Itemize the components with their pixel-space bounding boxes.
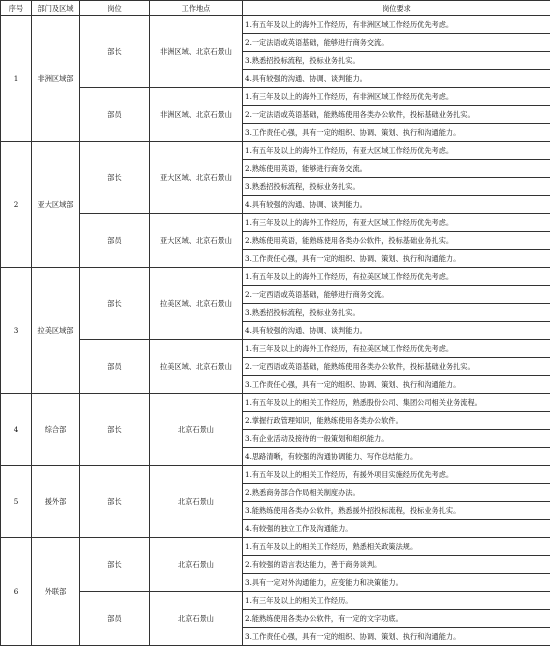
requirement-text: 2.一定法语或英语基础，能够进行商务交流。	[243, 34, 550, 52]
requirement-text: 4.具有较强的沟通、协调、谈判能力。	[243, 322, 550, 340]
requirement-text: 2.熟练使用英语，能熟练使用各类办公软件，投标基础业务扎实。	[243, 232, 550, 250]
work-location: 北京石景山	[150, 538, 243, 592]
table-body	[1, 16, 550, 646]
work-location: 亚大区域、北京石景山	[150, 214, 243, 268]
position-title: 部长	[80, 142, 150, 214]
requirement-text: 4.具有较强的沟通、协调、谈判能力。	[243, 196, 550, 214]
header-department: 部门及区域	[32, 1, 80, 16]
work-location: 北京石景山	[150, 592, 243, 646]
table-row	[1, 88, 550, 106]
requirement-text: 3.有企业活动及接待的一般策划和组织能力。	[243, 430, 550, 448]
requirement-text: 1.有三年及以上的海外工作经历，有非洲区域工作经历优先考虑。	[243, 88, 550, 106]
requirement-text: 3.能熟练使用各类办公软件，熟悉援外招投标流程，投标业务扎实。	[243, 502, 550, 520]
requirement-text: 1.有三年及以上的海外工作经历，有拉美区域工作经历优先考虑。	[243, 340, 550, 358]
requirement-text: 2.掌握行政管理知识，能熟练使用各类办公软件。	[243, 412, 550, 430]
work-location: 非洲区域、北京石景山	[150, 88, 243, 142]
header-position: 岗位	[80, 1, 150, 16]
dept-name: 综合部	[32, 394, 80, 466]
requirement-text: 4.有较强的独立工作及沟通能力。	[243, 520, 550, 538]
requirement-text: 2.一定西语或英语基础，能熟练使用各类办公软件，投标基础业务扎实。	[243, 358, 550, 376]
requirement-text: 4.思路清晰，有较强的沟通协调能力、写作总结能力。	[243, 448, 550, 466]
position-title: 部长	[80, 466, 150, 538]
work-location: 北京石景山	[150, 466, 243, 538]
table-row	[1, 214, 550, 232]
requirement-text: 2.一定法语或英语基础，能熟练使用各类办公软件，投标基础业务扎实。	[243, 106, 550, 124]
requirement-text: 2.一定西语或英语基础，能够进行商务交流。	[243, 286, 550, 304]
requirement-text: 3.工作责任心强，具有一定的组织、协调、策划、执行和沟通能力。	[243, 628, 550, 646]
table-row	[1, 16, 550, 34]
requirement-text: 3.熟悉招投标流程，投标业务扎实。	[243, 178, 550, 196]
requirement-text: 3.工作责任心强，具有一定的组织、协调、策划、执行和沟通能力。	[243, 250, 550, 268]
position-title: 部长	[80, 394, 150, 466]
position-title: 部长	[80, 538, 150, 592]
dept-name: 援外部	[32, 466, 80, 538]
table-row	[1, 394, 550, 412]
dept-number: 6	[1, 538, 32, 646]
requirement-text: 1.有五年及以上的海外工作经历，有拉美区域工作经历优先考虑。	[243, 268, 550, 286]
table-row	[1, 340, 550, 358]
dept-name: 亚大区域部	[32, 142, 80, 268]
requirement-text: 1.有三年及以上的海外工作经历，有亚大区域工作经历优先考虑。	[243, 214, 550, 232]
position-title: 部长	[80, 268, 150, 340]
dept-number: 4	[1, 394, 32, 466]
work-location: 亚大区域、北京石景山	[150, 142, 243, 214]
dept-name: 外联部	[32, 538, 80, 646]
dept-number: 1	[1, 16, 32, 142]
position-title: 部员	[80, 88, 150, 142]
position-title: 部员	[80, 340, 150, 394]
requirement-text: 2.熟练使用英语，能够进行商务交流。	[243, 160, 550, 178]
requirement-text: 1.有三年及以上的相关工作经历。	[243, 592, 550, 610]
work-location: 拉美区域、北京石景山	[150, 268, 243, 340]
requirement-text: 3.熟悉招投标流程，投标业务扎实。	[243, 52, 550, 70]
table-row	[1, 538, 550, 556]
dept-number: 2	[1, 142, 32, 268]
requirement-text: 1.有五年及以上的相关工作经历，熟悉股份公司、集团公司相关业务流程。	[243, 394, 550, 412]
dept-number: 5	[1, 466, 32, 538]
dept-name: 非洲区域部	[32, 16, 80, 142]
work-location: 北京石景山	[150, 394, 243, 466]
dept-number: 3	[1, 268, 32, 394]
requirement-text: 3.熟悉招投标流程，投标业务扎实。	[243, 304, 550, 322]
table-row	[1, 592, 550, 610]
work-location: 拉美区域、北京石景山	[150, 340, 243, 394]
table-row	[1, 142, 550, 160]
table-row	[1, 466, 550, 484]
dept-name: 拉美区域部	[32, 268, 80, 394]
position-title: 部员	[80, 214, 150, 268]
requirement-text: 3.工作责任心强，具有一定的组织、协调、策划、执行和沟通能力。	[243, 124, 550, 142]
requirement-text: 3.工作责任心强，具有一定的组织、协调、策划、执行和沟通能力。	[243, 376, 550, 394]
requirement-text: 4.具有较强的沟通、协调、谈判能力。	[243, 70, 550, 88]
requirement-text: 1.有五年及以上的相关工作经历，熟悉相关政策法规。	[243, 538, 550, 556]
header-location: 工作地点	[150, 1, 243, 16]
position-title: 部长	[80, 16, 150, 88]
requirement-text: 3.具有一定对外沟通能力，应变能力和决策能力。	[243, 574, 550, 592]
header-row	[1, 1, 550, 16]
requirement-text: 2.有较强的语言表达能力，善于商务谈判。	[243, 556, 550, 574]
requirement-text: 1.有五年及以上的海外工作经历，有非洲区域工作经历优先考虑。	[243, 16, 550, 34]
requirement-text: 2.熟悉商务部合作局相关制度办法。	[243, 484, 550, 502]
position-title: 部员	[80, 592, 150, 646]
requirement-text: 2.能熟练使用各类办公软件，有一定的文字功底。	[243, 610, 550, 628]
requirement-text: 1.有五年及以上的相关工作经历，有援外项目实施经历优先考虑。	[243, 466, 550, 484]
table-row	[1, 268, 550, 286]
header-requirements: 岗位要求	[243, 1, 550, 16]
requirement-text: 1.有五年及以上的海外工作经历，有亚大区域工作经历优先考虑。	[243, 142, 550, 160]
work-location: 非洲区域、北京石景山	[150, 16, 243, 88]
header-no: 序号	[1, 1, 32, 16]
